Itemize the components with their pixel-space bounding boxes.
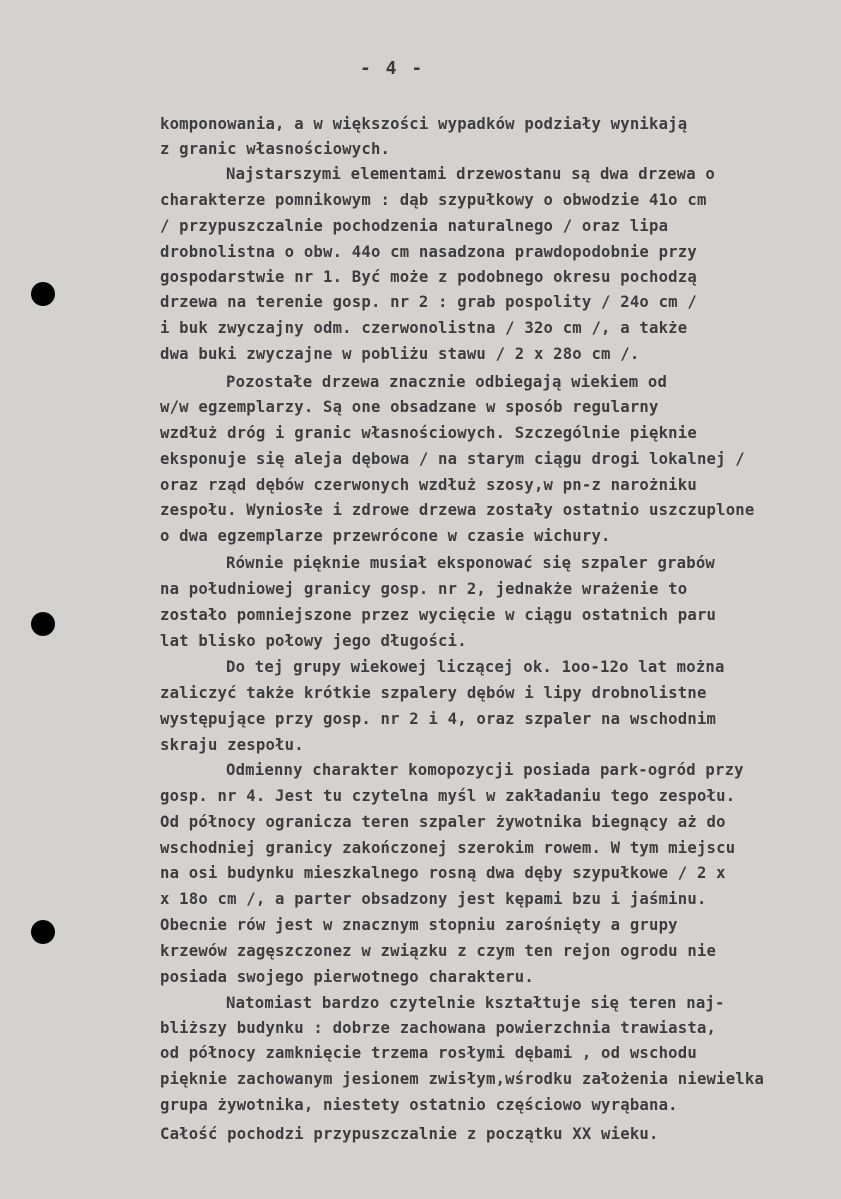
text-line: w/w egzemplarzy. Są one obsadzane w sposób regularny [160,398,659,416]
text-line: wzdłuż dróg i granic własnościowych. Szczególnie pięknie [160,424,697,442]
text-line: zaliczyć także krótkie szpalery dębów i lipy drobnolistne [160,684,707,702]
text-line: Pozostałe drzewa znacznie odbiegają wiekiem od [226,373,668,391]
text-line: bliższy budynku : dobrze zachowana powierzchnia trawiasta, [160,1019,717,1037]
text-line: oraz rząd dębów czerwonych wzdłuż szosy,w pn-z narożniku [160,476,697,494]
punch-hole [31,920,55,944]
text-line: krzewów zagęszczonez w związku z czym ten rejon ogrodu nie [160,942,717,960]
text-line: eksponuje się aleja dębowa / na starym ciągu drogi lokalnej / [160,450,745,468]
text-line: Natomiast bardzo czytelnie kształtuje się teren naj- [226,994,725,1012]
text-line: grupa żywotnika, niestety ostatnio częściowo wyrąbana. [160,1096,678,1114]
text-line: Obecnie rów jest w znacznym stopniu zarośnięty a grupy [160,916,678,934]
text-line: lat blisko połowy jego długości. [160,632,467,650]
text-line: i buk zwyczajny odm. czerwonolistna / 32o cm /, a także [160,319,688,337]
text-line: z granic własnościowych. [160,140,391,158]
text-line: drzewa na terenie gosp. nr 2 : grab pospolity / 24o cm / [160,293,697,311]
text-line: na południowej granicy gosp. nr 2, jednakże wrażenie to [160,580,688,598]
text-line: drobnolistna o obw. 44o cm nasadzona prawdopodobnie przy [160,243,697,261]
text-line: zespołu. Wyniosłe i zdrowe drzewa zostały ostatnio uszczuplone [160,501,755,519]
text-line: Odmienny charakter komopozycji posiada park-ogród przy [226,761,744,779]
text-line: od północy zamknięcie trzema rosłymi dębami , od wschodu [160,1044,697,1062]
punch-hole [31,612,55,636]
text-line: gosp. nr 4. Jest tu czytelna myśl w zakładaniu tego zespołu. [160,787,736,805]
text-line: posiada swojego pierwotnego charakteru. [160,968,534,986]
text-line: charakterze pomnikowym : dąb szypułkowy o obwodzie 41o cm [160,191,707,209]
text-line: x 18o cm /, a parter obsadzony jest kępami bzu i jaśminu. [160,890,707,908]
text-line: na osi budynku mieszkalnego rosną dwa dęby szypułkowe / 2 x [160,864,726,882]
text-line: zostało pomniejszone przez wycięcie w ciągu ostatnich paru [160,606,717,624]
text-line: o dwa egzemplarze przewrócone w czasie wichury. [160,527,611,545]
page-number: - 4 - [360,58,425,79]
text-line: pięknie zachowanym jesionem zwisłym,wśrodku założenia niewielka [160,1070,765,1088]
text-line: występujące przy gosp. nr 2 i 4, oraz szpaler na wschodnim [160,710,717,728]
text-line: komponowania, a w większości wypadków podziały wynikają [160,115,688,133]
text-line: Całość pochodzi przypuszczalnie z początku XX wieku. [160,1125,659,1143]
text-line: / przypuszczalnie pochodzenia naturalnego / oraz lipa [160,217,669,235]
text-line: wschodniej granicy zakończonej szerokim rowem. W tym miejscu [160,839,736,857]
text-line: Do tej grupy wiekowej liczącej ok. 1oo-12o lat można [226,658,725,676]
text-line: dwa buki zwyczajne w pobliżu stawu / 2 x 28o cm /. [160,345,640,363]
text-line: Równie pięknie musiał eksponować się szpaler grabów [226,554,715,572]
punch-hole [31,282,55,306]
text-line: Najstarszymi elementami drzewostanu są dwa drzewa o [226,165,715,183]
text-line: Od północy ogranicza teren szpaler żywotnika biegnący aż do [160,813,726,831]
text-line: skraju zespołu. [160,736,304,754]
text-line: gospodarstwie nr 1. Być może z podobnego okresu pochodzą [160,268,697,286]
